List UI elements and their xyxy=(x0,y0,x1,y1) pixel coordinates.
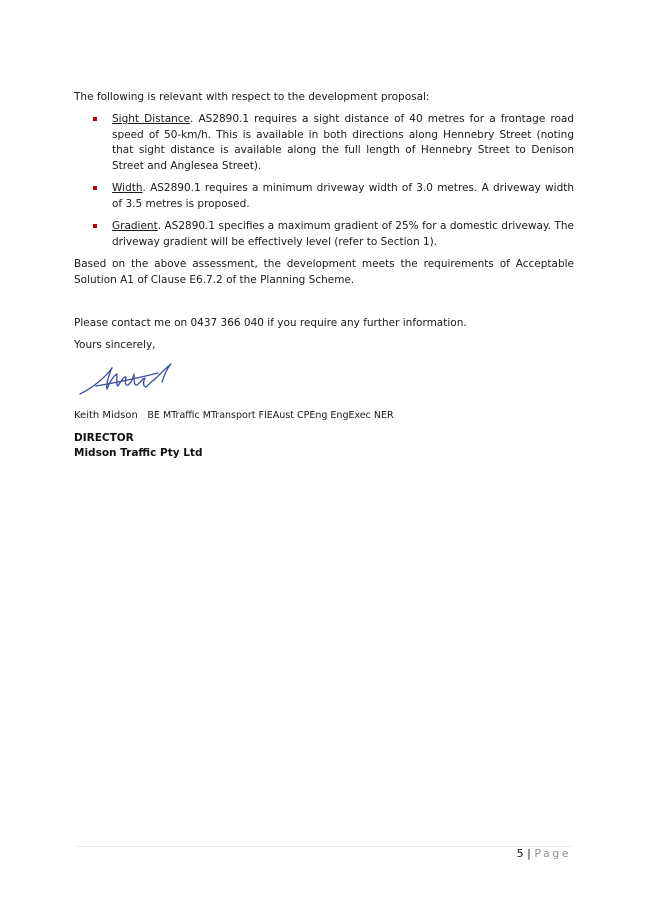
footer-separator: | xyxy=(527,847,531,860)
page-number: 5 xyxy=(516,847,524,860)
signatory-qualifications: BE MTraffic MTransport FIEAust CPEng EngExec NER xyxy=(147,410,394,421)
contact-paragraph: Please contact me on 0437 366 040 if you require any further information. xyxy=(74,317,467,329)
bullet-text: . AS2890.1 specifies a maximum gradient of 25% for a domestic driveway. The driveway gradient will be effectively level (refer to Section 1). xyxy=(112,220,574,248)
company-name: Midson Traffic Pty Ltd xyxy=(74,447,203,459)
list-item xyxy=(74,181,574,212)
bullet-square-icon xyxy=(93,117,97,121)
bullet-heading: Sight Distance xyxy=(112,113,191,125)
handwritten-signature xyxy=(76,356,176,398)
signatory-name: Keith Midson xyxy=(74,410,138,421)
requirements-list xyxy=(74,112,574,257)
page-footer xyxy=(517,847,571,861)
list-item xyxy=(74,112,574,174)
footer-divider xyxy=(74,846,574,847)
page-label: Page xyxy=(534,847,571,860)
bullet-square-icon xyxy=(93,224,97,228)
signatory-role: DIRECTOR xyxy=(74,432,134,444)
bullet-heading: Gradient xyxy=(112,220,158,232)
signatory-line xyxy=(74,409,394,423)
intro-paragraph: The following is relevant with respect to the development proposal: xyxy=(74,91,430,103)
bullet-heading: Width xyxy=(112,182,143,194)
bullet-square-icon xyxy=(93,186,97,190)
bullet-text: . AS2890.1 requires a sight distance of 40 metres for a frontage road speed of 50-km/h. This is available in both directions along Hennebry Street (noting that sight distance is available along the full length of Hennebry Street to Denison Street and Anglesea Street). xyxy=(112,113,574,172)
list-item xyxy=(74,219,574,250)
bullet-text: . AS2890.1 requires a minimum driveway width of 3.0 metres. A driveway width of 3.5 metres is proposed. xyxy=(112,182,574,210)
closing-line: Yours sincerely, xyxy=(74,339,156,351)
assessment-paragraph: Based on the above assessment, the development meets the requirements of Acceptable Solution A1 of Clause E6.7.2 of the Planning Scheme. xyxy=(74,258,574,286)
